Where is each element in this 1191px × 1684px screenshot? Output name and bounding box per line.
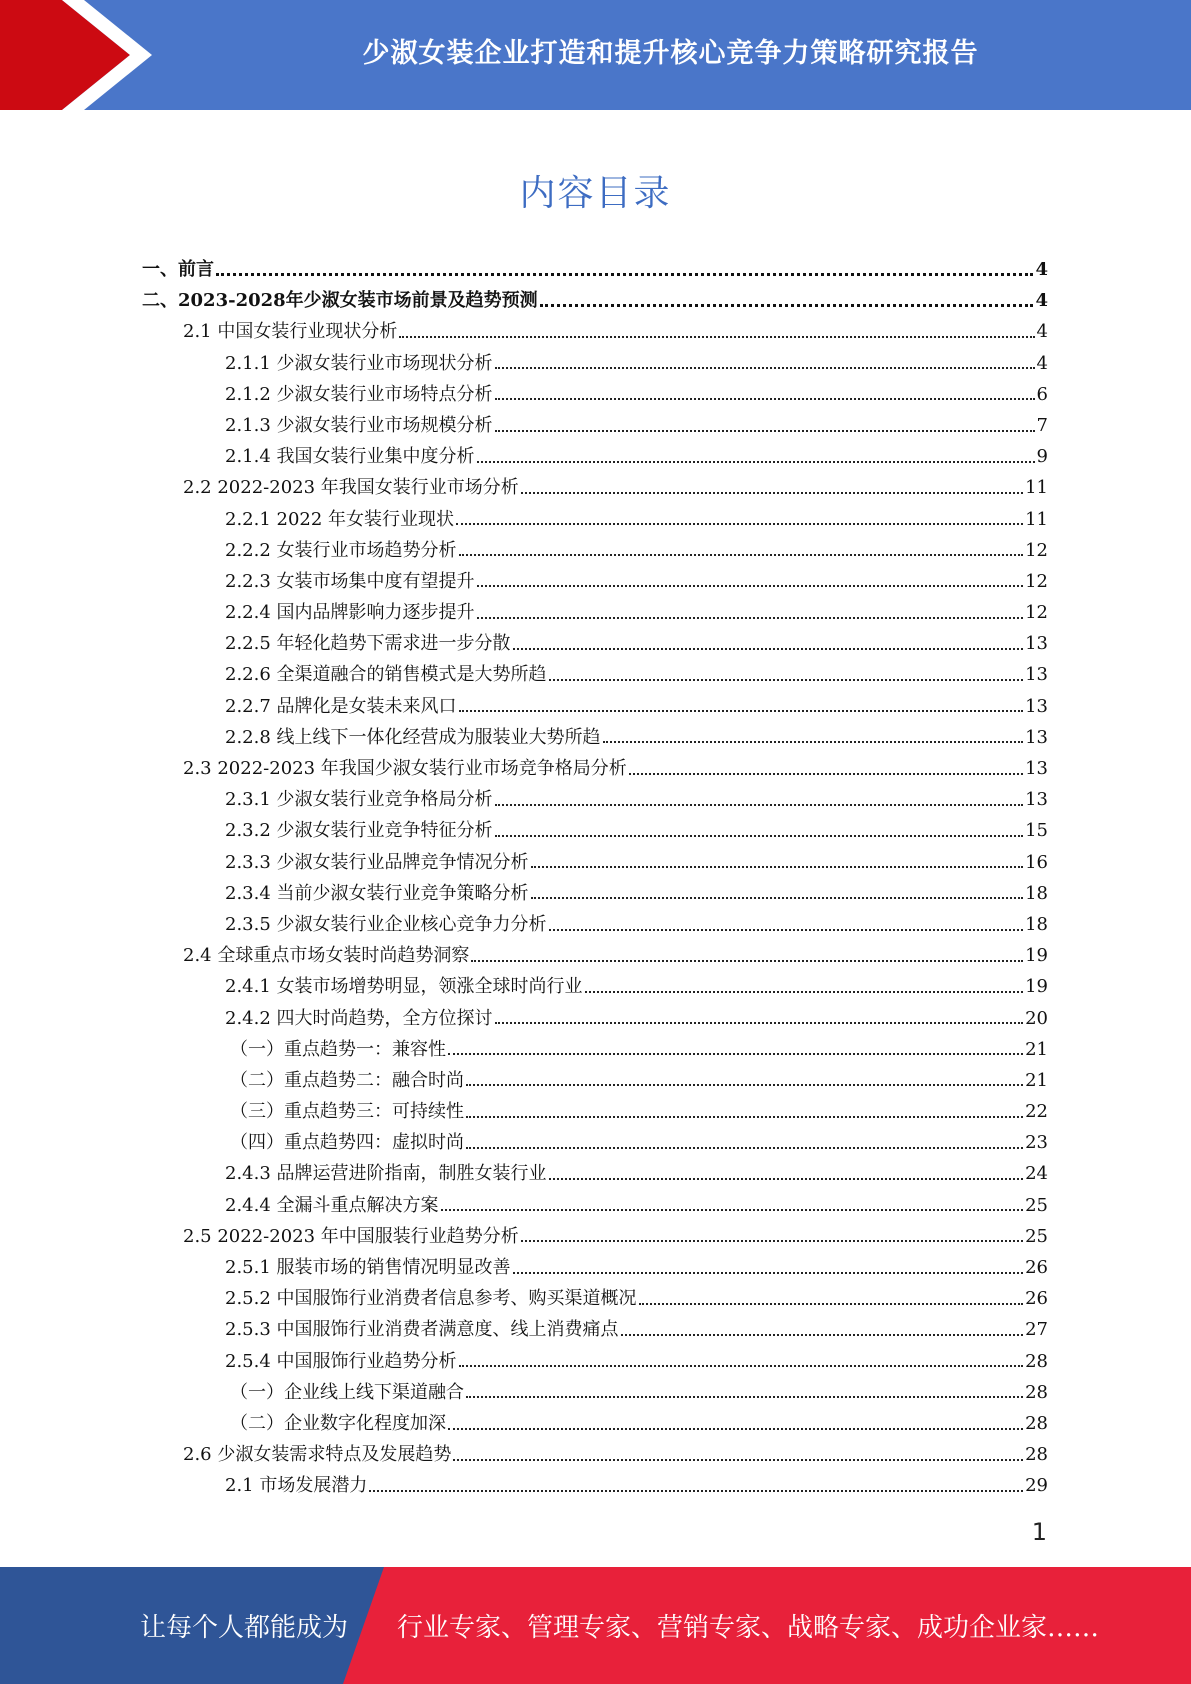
toc-leader-dots [459, 710, 1024, 712]
toc-leader-dots [477, 617, 1024, 619]
toc-leader-dots [456, 523, 1023, 525]
toc-entry[interactable] [142, 1346, 1048, 1377]
toc-entry-label: 2.2.8 线上线下一体化经营成为服装业大势所趋 [225, 726, 601, 748]
toc-entry[interactable] [142, 1408, 1048, 1439]
toc-entry-page: 6 [1036, 383, 1048, 405]
toc-entry-label: 2.3.2 少淑女装行业竞争特征分析 [225, 820, 493, 842]
toc-entry-label: 一、前言 [142, 259, 214, 280]
toc-leader-dots [603, 741, 1024, 743]
toc-entry-page: 21 [1025, 1069, 1048, 1091]
toc-entry-label: 2.5.4 中国服饰行业趋势分析 [225, 1350, 457, 1372]
toc-entry-label: （一）重点趋势一：兼容性 [230, 1038, 446, 1060]
toc-leader-dots [466, 1116, 1023, 1118]
toc-entry-page: 23 [1025, 1132, 1048, 1154]
toc-entry-label: 2.1 市场发展潜力 [225, 1475, 368, 1497]
toc-leader-dots [477, 585, 1024, 587]
toc-entry[interactable] [142, 566, 1048, 597]
toc-entry-label: （二）企业数字化程度加深 [230, 1412, 446, 1434]
toc-entry-page: 29 [1025, 1475, 1048, 1497]
toc-entry[interactable] [142, 1096, 1048, 1127]
toc-entry-page: 13 [1025, 664, 1048, 686]
toc-entry[interactable] [142, 285, 1048, 316]
toc-leader-dots [495, 804, 1024, 806]
toc-entry-page: 12 [1025, 539, 1048, 561]
toc-leader-dots [216, 273, 1033, 276]
toc-entry-page: 25 [1025, 1194, 1048, 1216]
toc-entry[interactable] [142, 597, 1048, 628]
toc-entry[interactable] [142, 1439, 1048, 1470]
toc-leader-dots [466, 1084, 1023, 1086]
toc-entry-page: 28 [1025, 1444, 1048, 1466]
toc-entry[interactable] [142, 878, 1048, 909]
toc-entry-page: 16 [1025, 851, 1048, 873]
toc-entry[interactable] [142, 379, 1048, 410]
toc-leader-dots [540, 304, 1034, 307]
toc-entry-page: 21 [1025, 1038, 1048, 1060]
toc-leader-dots [453, 1459, 1023, 1461]
toc-entry-label: 2.1 中国女装行业现状分析 [183, 321, 398, 343]
toc-entry-label: 2.2.7 品牌化是女装未来风口 [225, 695, 457, 717]
toc-entry[interactable] [142, 847, 1048, 878]
toc-leader-dots [621, 1334, 1024, 1336]
toc-entry[interactable] [142, 659, 1048, 690]
toc-entry[interactable] [142, 316, 1048, 347]
toc-entry[interactable] [142, 1034, 1048, 1065]
toc-entry-label: 2.2.2 女装行业市场趋势分析 [225, 539, 457, 561]
toc-entry[interactable] [142, 1158, 1048, 1189]
toc-leader-dots [585, 991, 1024, 993]
toc-entry[interactable] [142, 254, 1048, 285]
toc-entry-page: 9 [1036, 446, 1048, 468]
footer-slogan-left: 让每个人都能成为 [140, 1613, 349, 1643]
toc-entry-page: 19 [1025, 976, 1048, 998]
toc-entry-page: 26 [1025, 1288, 1048, 1310]
toc-leader-dots [466, 1147, 1023, 1149]
toc-entry[interactable] [142, 628, 1048, 659]
toc-entry-page: 25 [1025, 1225, 1048, 1247]
toc-entry-label: 2.2.4 国内品牌影响力逐步提升 [225, 602, 475, 624]
toc-leader-dots [495, 1022, 1024, 1024]
toc-entry-page: 28 [1025, 1381, 1048, 1403]
toc-entry[interactable] [142, 691, 1048, 722]
toc-entry[interactable] [142, 940, 1048, 971]
toc-entry-label: 2.1.1 少淑女装行业市场现状分析 [225, 352, 493, 374]
toc-entry-label: 2.4.4 全漏斗重点解决方案 [225, 1194, 439, 1216]
toc-entry-page: 18 [1025, 913, 1048, 935]
toc-leader-dots [441, 1209, 1024, 1211]
toc-leader-dots [549, 679, 1024, 681]
toc-entry-page: 19 [1025, 945, 1048, 967]
toc-leader-dots [471, 960, 1023, 962]
toc-entry-label: 2.3 2022-2023 年我国少淑女装行业市场竞争格局分析 [183, 758, 627, 779]
toc-entry-label: 2.5.3 中国服饰行业消费者满意度、线上消费痛点 [225, 1319, 619, 1341]
toc-entry-label: 2.1.2 少淑女装行业市场特点分析 [225, 383, 493, 405]
toc-entry-page: 13 [1025, 633, 1048, 655]
toc-leader-dots [495, 430, 1035, 432]
toc-entry-label: 2.4.3 品牌运营进阶指南，制胜女装行业 [225, 1163, 547, 1185]
report-header [0, 0, 1191, 110]
toc-leader-dots [549, 1178, 1024, 1180]
toc-entry[interactable] [142, 909, 1048, 940]
toc-entry-label: 2.3.3 少淑女装行业品牌竞争情况分析 [225, 851, 529, 873]
toc-entry-label: 2.5.1 服装市场的销售情况明显改善 [225, 1257, 511, 1278]
toc-leader-dots [531, 866, 1024, 868]
toc-leader-dots [477, 461, 1035, 463]
toc-entry-label: 2.4 全球重点市场女装时尚趋势洞察 [183, 945, 470, 967]
toc-entry-page: 28 [1025, 1350, 1048, 1372]
toc-entry-page: 4 [1035, 259, 1048, 280]
toc-entry-page: 11 [1025, 508, 1048, 530]
toc-entry-label: （二）重点趋势二：融合时尚 [230, 1069, 464, 1091]
toc-entry-page: 7 [1036, 414, 1048, 436]
toc-entry-page: 12 [1025, 602, 1048, 624]
toc-leader-dots [399, 336, 1034, 338]
toc-entry-page: 4 [1035, 290, 1048, 312]
toc-leader-dots [448, 1428, 1023, 1430]
toc-entry[interactable] [142, 472, 1048, 503]
toc-leader-dots [495, 398, 1035, 400]
toc-entry[interactable] [142, 410, 1048, 441]
toc-leader-dots [495, 835, 1024, 837]
toc-entry-label: 2.4.1 女装市场增势明显，领涨全球时尚行业 [225, 976, 583, 998]
toc-entry-label: 2.3.1 少淑女装行业竞争格局分析 [225, 789, 493, 811]
footer-banner [0, 1567, 1191, 1684]
toc-leader-dots [459, 554, 1024, 556]
toc-leader-dots [521, 492, 1023, 494]
toc-entry[interactable] [142, 1221, 1048, 1252]
toc-entry-label: 2.2.1 2022 年女装行业现状 [225, 508, 455, 530]
toc-entry-label: （四）重点趋势四：虚拟时尚 [230, 1132, 464, 1154]
toc-entry-page: 13 [1025, 726, 1048, 748]
toc-entry-label: 2.1.4 我国女装行业集中度分析 [225, 446, 475, 468]
toc-leader-dots [629, 773, 1023, 775]
toc-entry-page: 18 [1025, 882, 1048, 904]
toc-entry[interactable] [142, 348, 1048, 379]
toc-entry-page: 13 [1025, 695, 1048, 717]
toc-entry-page: 12 [1025, 570, 1048, 592]
toc-leader-dots [369, 1490, 1023, 1492]
toc-entry[interactable] [142, 1127, 1048, 1158]
toc-entry[interactable] [142, 535, 1048, 566]
page-number: 1 [1031, 1518, 1047, 1546]
toc-entry-label: （一）企业线上线下渠道融合 [230, 1381, 464, 1403]
toc-entry[interactable] [142, 784, 1048, 815]
toc-leader-dots [531, 897, 1024, 899]
toc-entry[interactable] [142, 1314, 1048, 1345]
toc-entry-label: 2.6 少淑女装需求特点及发展趋势 [183, 1444, 452, 1466]
toc-entry-page: 28 [1025, 1412, 1048, 1434]
toc-entry-page: 13 [1025, 758, 1048, 779]
toc-entry-page: 22 [1025, 1101, 1048, 1123]
toc-entry-label: 2.2.5 年轻化趋势下需求进一步分散 [225, 633, 511, 655]
toc-entry-label: 2.5 2022-2023 年中国服装行业趋势分析 [183, 1225, 519, 1247]
toc-leader-dots [521, 1240, 1023, 1242]
toc-entry[interactable] [142, 1377, 1048, 1408]
toc-entry[interactable] [142, 1190, 1048, 1221]
toc-entry-label: （三）重点趋势三：可持续性 [230, 1101, 464, 1123]
toc-leader-dots [448, 1053, 1023, 1055]
toc-entry-page: 11 [1025, 477, 1048, 499]
toc-entry-page: 20 [1025, 1007, 1048, 1029]
toc-entry-label: 2.2.6 全渠道融合的销售模式是大势所趋 [225, 664, 547, 686]
toc-entry-label: 2.3.4 当前少淑女装行业竞争策略分析 [225, 882, 529, 904]
toc-entry[interactable] [142, 441, 1048, 472]
toc-entry-label: 2.4.2 四大时尚趋势，全方位探讨 [225, 1007, 493, 1029]
toc-entry-label: 2.2.3 女装市场集中度有望提升 [225, 570, 475, 592]
toc-title: 内容目录 [519, 173, 672, 214]
toc-entry-page: 15 [1025, 820, 1048, 842]
footer-slogan-right: 行业专家、管理专家、营销专家、战略专家、成功企业家…… [397, 1613, 1100, 1643]
toc-leader-dots [513, 648, 1024, 650]
toc-entry-page: 27 [1025, 1319, 1048, 1341]
toc-leader-dots [466, 1396, 1023, 1398]
toc-entry-page: 26 [1025, 1257, 1048, 1278]
toc-entry-label: 2.3.5 少淑女装行业企业核心竞争力分析 [225, 913, 547, 935]
toc-leader-dots [549, 929, 1024, 931]
toc-entry-page: 13 [1025, 789, 1048, 811]
toc-entry[interactable] [142, 753, 1048, 784]
toc-entry-page: 4 [1036, 321, 1048, 343]
report-title: 少淑女装企业打造和提升核心竞争力策略研究报告 [362, 37, 979, 69]
toc-entry[interactable] [142, 1283, 1048, 1314]
toc-entry[interactable] [142, 815, 1048, 846]
toc-entry-label: 2.2 2022-2023 年我国女装行业市场分析 [183, 477, 519, 499]
toc-entry[interactable] [142, 1003, 1048, 1034]
toc-leader-dots [639, 1303, 1024, 1305]
toc-entry-label: 2.5.2 中国服饰行业消费者信息参考、购买渠道概况 [225, 1288, 637, 1310]
toc-leader-dots [513, 1272, 1024, 1274]
toc-entry[interactable] [142, 1470, 1048, 1501]
toc-entry-label: 二、2023-2028年少淑女装市场前景及趋势预测 [142, 290, 538, 312]
toc-entry-page: 24 [1025, 1163, 1048, 1185]
toc-entry-page: 4 [1036, 352, 1048, 374]
toc-entry[interactable] [142, 1065, 1048, 1096]
toc-entry[interactable] [142, 1252, 1048, 1283]
toc-entry[interactable] [142, 504, 1048, 535]
toc-leader-dots [459, 1365, 1024, 1367]
toc-entry[interactable] [142, 971, 1048, 1002]
toc-leader-dots [495, 367, 1035, 369]
toc-entry-label: 2.1.3 少淑女装行业市场规模分析 [225, 414, 493, 436]
table-of-contents [142, 254, 1048, 1502]
toc-entry[interactable] [142, 722, 1048, 753]
